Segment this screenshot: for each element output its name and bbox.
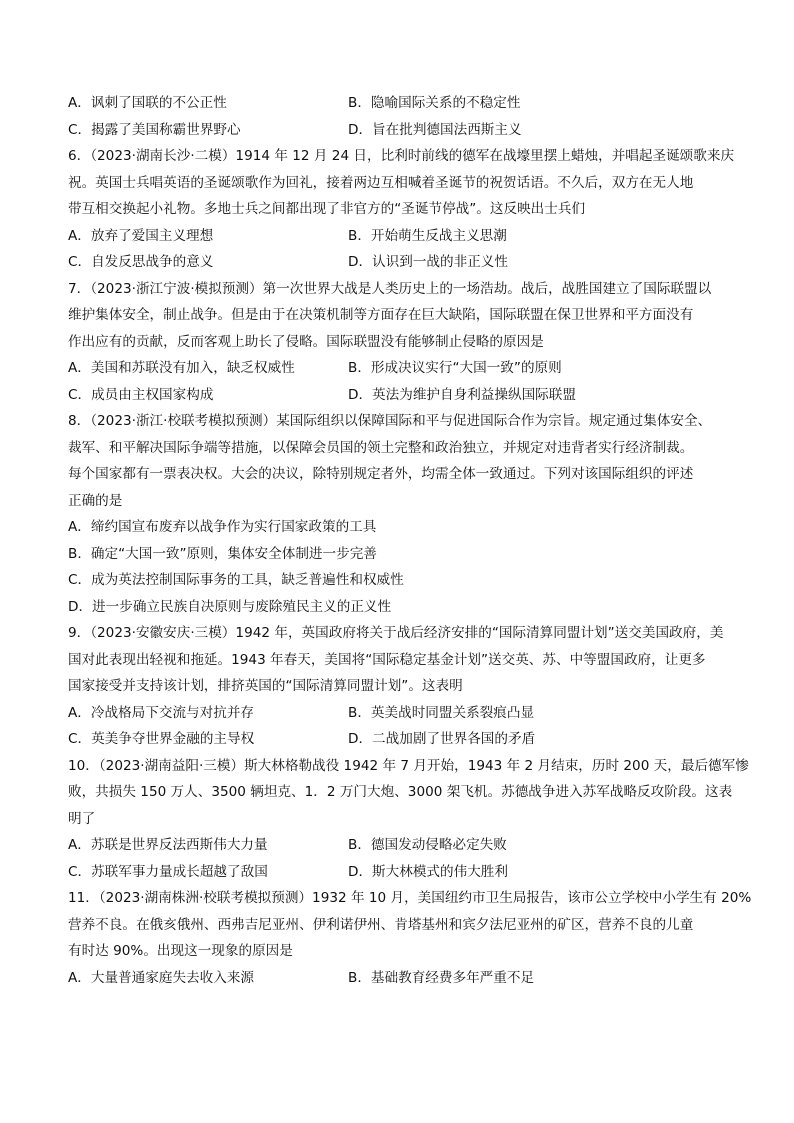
q8-option-a: A．缔约国宣布废弃以战争作为实行国家政策的工具 bbox=[68, 519, 377, 535]
q9-option-b: B．英美战时同盟关系裂痕凸显 bbox=[348, 704, 535, 721]
q8-stem-line: 8．（2023·浙江·校联考模拟预测）某国际组织以保障国际和平与促进国际合作为宗旨。规定通过集体安全、 bbox=[68, 413, 712, 429]
q7-option-d: D．英法为维护自身利益操纵国际联盟 bbox=[348, 386, 576, 403]
q11-stem-line: 11．（2023·湖南株洲·校联考模拟预测）1932 年 10 月，美国纽约市卫生局报告，该市公立学校中小学生有 20% bbox=[68, 890, 752, 906]
q6-option-a: A．放弃了爱国主义理想 bbox=[68, 227, 214, 244]
q8-stem-line: 每个国家都有一票表决权。大会的决议，除特别规定者外，均需全体一致通过。下列对该国际组织的评述 bbox=[68, 466, 694, 482]
q10-option-row bbox=[68, 832, 732, 859]
q5-option-a: A．讽刺了国联的不公正性 bbox=[68, 95, 227, 111]
q6-option-row bbox=[68, 223, 732, 250]
q7-option-a: A．美国和苏联没有加入，缺乏权威性 bbox=[68, 360, 295, 376]
q9-option-a: A．冷战格局下交流与对抗并存 bbox=[68, 704, 255, 721]
q7-option-b: B．形成决议实行“大国一致”的原则 bbox=[348, 360, 562, 376]
q11-option-b: B．基础教育经费多年严重不足 bbox=[348, 969, 535, 986]
q10-option-a: A．苏联是世界反法西斯伟大力量 bbox=[68, 837, 268, 853]
q6-option-c: C．自发反思战争的意义 bbox=[68, 254, 214, 270]
q9-option-row bbox=[68, 726, 732, 753]
q9-option-d: D．二战加剧了世界各国的矛盾 bbox=[348, 731, 536, 747]
q8-option-b: B．确定“大国一致”原则，集体安全体制进一步完善 bbox=[68, 545, 377, 562]
q8-option-c: C．成为英法控制国际事务的工具，缺乏普遍性和权威性 bbox=[68, 572, 404, 588]
q8-stem-line: 正确的是 bbox=[68, 492, 123, 509]
q7-option-row bbox=[68, 382, 732, 409]
q6-stem-line: 6．（2023·湖南长沙·二模）1914 年 12 月 24 日，比利时前线的德军在战壕里摆上蜡烛，并唱起圣诞颂歌来庆 bbox=[68, 148, 735, 164]
q6-option-d: D．认识到一战的非正义性 bbox=[348, 254, 508, 270]
q10-option-d: D．斯大林模式的伟大胜利 bbox=[348, 863, 508, 880]
q7-stem-line: 作出应有的贡献，反而客观上助长了侵略。国际联盟没有能够制止侵略的原因是 bbox=[68, 333, 544, 350]
q6-option-row bbox=[68, 249, 732, 276]
q9-stem-line: 国家接受并支持该计划，排挤英国的“国际清算同盟计划”。这表明 bbox=[68, 678, 463, 694]
q5-option-row bbox=[68, 90, 732, 117]
q8-option-d: D．进一步确立民族自决原则与废除殖民主义的正义性 bbox=[68, 598, 392, 615]
q9-stem-line: 国对此表现出轻视和拖延。1943 年春天，美国将“国际稳定基金计划”送交英、苏、中等盟国政府，让更多 bbox=[68, 651, 706, 668]
q10-option-b: B．德国发动侵略必定失败 bbox=[348, 837, 507, 853]
question-list bbox=[68, 90, 752, 991]
q10-stem-line: 败，共损失 150 万人、3500 辆坦克、1．2 万门大炮、3000 架飞机。苏德战争进入苏军战略反攻阶段。这表 bbox=[68, 784, 733, 800]
q6-stem-line: 祝。英国士兵唱英语的圣诞颂歌作为回礼，接着两边互相喊着圣诞节的祝贺话语。不久后，双方在无人地 bbox=[68, 174, 694, 191]
q5-option-b: B．隐喻国际关系的不稳定性 bbox=[348, 95, 521, 111]
q11-option-row bbox=[68, 965, 732, 992]
q10-stem-line: 明了 bbox=[68, 810, 96, 827]
q10-option-row bbox=[68, 859, 732, 886]
q5-option-d: D．旨在批判德国法西斯主义 bbox=[348, 121, 522, 138]
q8-stem-line: 裁军、和平解决国际争端等措施，以保障会员国的领土完整和政治独立，并规定对违背者实行经济制裁。 bbox=[68, 439, 694, 456]
q7-stem-line: 7．（2023·浙江宁波·模拟预测）第一次世界大战是人类历史上的一场浩劫。战后，战胜国建立了国际联盟以 bbox=[68, 280, 712, 297]
q7-option-c: C．成员由主权国家构成 bbox=[68, 386, 214, 403]
q9-stem-line: 9．（2023·安徽安庆·三模）1942 年，英国政府将关于战后经济安排的“国际清算同盟计划”送交美国政府，美 bbox=[68, 625, 724, 641]
q10-option-c: C．苏联军事力量成长超越了敌国 bbox=[68, 863, 268, 880]
q11-stem-line: 营养不良。在俄亥俄州、西弗吉尼亚州、伊利诺伊州、肯塔基州和宾夕法尼亚州的矿区，营养不良的儿童 bbox=[68, 916, 694, 933]
q9-option-c: C．英美争夺世界金融的主导权 bbox=[68, 731, 255, 747]
q7-stem-line: 维护集体安全，制止战争。但是由于在决策机制等方面存在巨大缺陷，国际联盟在保卫世界和平方面没有 bbox=[68, 307, 694, 323]
q7-option-row bbox=[68, 355, 732, 382]
q10-stem-line: 10．（2023·湖南益阳·三模）斯大林格勒战役 1942 年 7 月开始，1943 年 2 月结束，历时 200 天，最后德军惨 bbox=[68, 757, 749, 774]
q9-option-row bbox=[68, 700, 732, 727]
q11-stem-line: 有时达 90%。出现这一现象的原因是 bbox=[68, 943, 293, 959]
q6-option-b: B．开始萌生反战主义思潮 bbox=[348, 227, 507, 244]
q11-option-a: A．大量普通家庭失去收入来源 bbox=[68, 969, 255, 986]
q5-option-row bbox=[68, 117, 732, 144]
q6-stem-line: 带互相交换起小礼物。多地士兵之间都出现了非官方的“圣诞节停战”。这反映出士兵们 bbox=[68, 201, 586, 217]
q5-option-c: C．揭露了美国称霸世界野心 bbox=[68, 121, 241, 138]
